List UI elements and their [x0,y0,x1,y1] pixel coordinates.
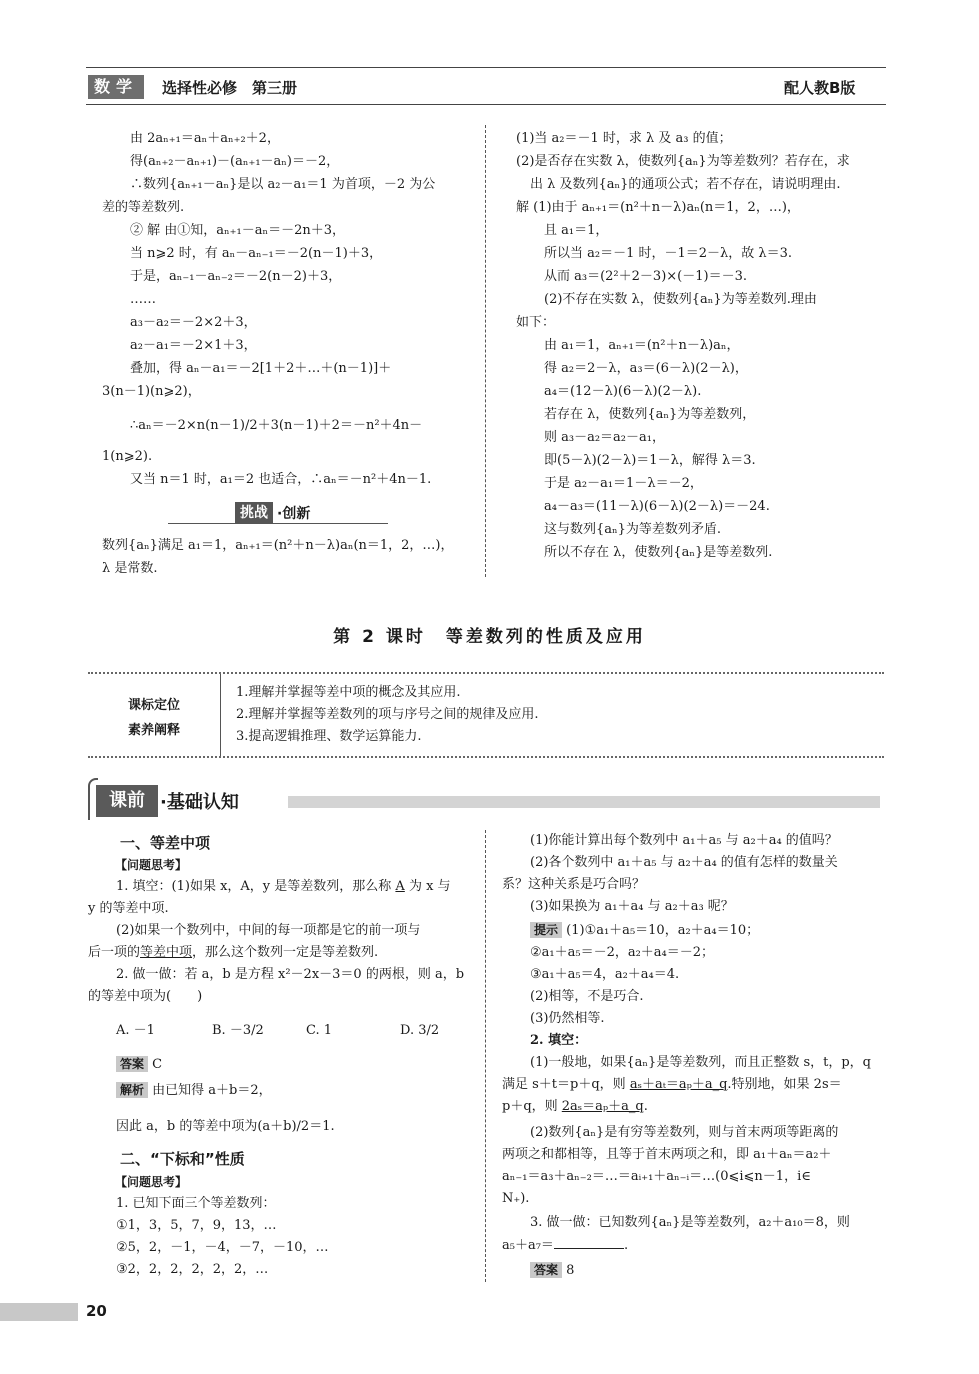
text-line: 所以当 a₂＝－1 时，－1＝2－λ，故 λ＝3. [544,246,793,261]
book-title: 选择性必修 第三册 [162,79,298,97]
text-line: ② 解 由①知，aₙ₊₁－aₙ＝－2n＋3， [130,223,346,238]
text-line: 于是，aₙ₋₁－aₙ₋₂＝－2(n－2)＋3， [130,269,342,284]
goal-item: 3.提高逻辑推理、数学运算能力. [236,729,422,744]
answer-line: 答案 C [116,1056,162,1074]
answer-blank [554,1236,624,1249]
text-line: 得(aₙ₊₂－aₙ₊₁)－(aₙ₊₁－aₙ)＝－2， [130,154,340,169]
goals-label-2: 素养阐释 [127,723,180,738]
option-c: C. 1 [306,1023,333,1038]
text-line: y 的等差中项. [88,901,169,916]
text-line: 因此 a，b 的等差中项为(a＋b)/2＝1. [116,1119,335,1134]
text-line: 若存在 λ，使数列{aₙ}为等差数列， [544,407,756,422]
text-line: ∴数列{aₙ₊₁－aₙ}是以 a₂－a₁＝1 为首项，－2 为公 [130,177,436,192]
text-line: 1. 已知下面三个等差数列： [116,1196,276,1211]
text-line: λ 是常数. [102,561,158,576]
answer-tag: 答案 [530,1262,562,1278]
text-line: 2. 填空： [530,1033,588,1048]
text-line: (2)各个数列中 a₁＋a₅ 与 a₂＋a₄ 的值有怎样的数量关 [530,855,838,870]
text-line: 的等差中项为( ) [88,989,203,1004]
text-line: 这与数列{aₙ}为等差数列矛盾. [544,522,722,537]
text-line: 所以不存在 λ，使数列{aₙ}是等差数列. [544,545,773,560]
challenge-rule [168,523,388,524]
header-top-rule [86,67,886,68]
text-line: a₅＋a₇＝ . [502,1238,629,1253]
sequence-1: ①1，3，5，7，9，13，… [116,1218,277,1233]
lesson-title: 第 2 课时 等差数列的性质及应用 [333,627,646,647]
edition-label: 配人教B版 [784,79,856,97]
text-line: 两项之和都相等，且等于首末两项之和，即 a₁＋aₙ＝a₂＋ [502,1147,832,1162]
text-line: 叠加，得 aₙ－a₁＝－2[1＋2＋…＋(n－1)]＋ [130,361,392,376]
text-line: 系？这种关系是巧合吗？ [502,877,646,892]
challenge-tag: 挑战 [235,502,273,524]
heading-subscript-sum: 二、“下标和”性质 [120,1150,245,1168]
option-a: A. －1 [116,1023,155,1038]
text-line: 得 a₂＝2－λ，a₃＝(6－λ)(2－λ)， [544,361,748,376]
text-line: (2)不存在实数 λ，使数列{aₙ}为等差数列.理由 [544,292,817,307]
section-tag: 课前 [96,785,158,817]
text-line: a₄－a₃＝(11－λ)(6－λ)(2－λ)＝－24. [544,499,770,514]
text-line: …… [130,292,156,307]
text-line: 当 n⩾2 时，有 aₙ－aₙ₋₁＝－2(n－1)＋3， [130,246,383,261]
text-line: 解 (1)由于 aₙ₊₁＝(n²＋n－λ)aₙ(n＝1，2，…)， [516,200,800,215]
answer-tag: 答案 [116,1056,148,1072]
question-think-label-2: 【问题思考】 [115,1175,188,1189]
text-line: 由 a₁＝1，aₙ₊₁＝(n²＋n－λ)aₙ， [544,338,740,353]
text-line: a₃－a₂＝－2×2＋3， [130,315,257,330]
text-line: 如下： [516,315,556,330]
text-line: aₙ₋₁＝a₃＋aₙ₋₂＝…＝aᵢ₊₁＋aₙ₋ᵢ＝…(0⩽i⩽n－1，i∈ [502,1169,811,1184]
challenge-title: ·创新 [277,506,311,522]
text-line: (3)如果换为 a₁＋a₄ 与 a₂＋a₃ 呢？ [530,899,734,914]
goals-box [88,672,884,758]
goals-label-1: 课标定位 [127,698,180,713]
text-line: 于是 a₂－a₁＝1－λ＝－2， [544,476,703,491]
text-line: 3. 做一做：已知数列{aₙ}是等差数列，a₂＋a₁₀＝8，则 [530,1215,850,1230]
text-line: (2)数列{aₙ}是有穷等差数列，则与首末两项等距离的 [530,1125,839,1140]
text-line: 又当 n＝1 时，a₁＝2 也适合，∴aₙ＝－n²＋4n－1. [130,472,432,487]
section-bar [288,796,880,808]
text-line: ③a₁＋a₅＝4，a₂＋a₄＝4. [530,967,680,982]
sequence-3: ③2，2，2，2，2，2，… [116,1262,269,1277]
text-line: (1)当 a₂＝－1 时，求 λ 及 a₃ 的值； [516,131,732,146]
text-line: ∴aₙ＝－2×n(n－1)/2＋3(n－1)＋2＝－n²＋4n－ [130,418,423,433]
text-line: 3(n－1)(n⩾2)， [102,384,201,399]
text-line: a₂－a₁＝－2×1＋3， [130,338,257,353]
text-line: (2)如果一个数列中，中间的每一项都是它的前一项与 [116,923,421,938]
text-line: 数列{aₙ}满足 a₁＝1，aₙ₊₁＝(n²＋n－λ)aₙ(n＝1，2，…)， [102,538,454,553]
text-line: (2)是否存在实数 λ，使数列{aₙ}为等差数列？若存在，求 [516,154,850,169]
sequence-2: ②5，2，－1，－4，－7，－10，… [116,1240,329,1255]
text-line: 且 a₁＝1， [544,223,609,238]
text-line: 出 λ 及数列{aₙ}的通项公式；若不存在，请说明理由. [530,177,841,192]
text-line: 满足 s＋t＝p＋q，则 aₛ＋aₜ＝aₚ＋a_q.特别地，如果 2s＝ [502,1077,842,1092]
text-line: 即(5－λ)(2－λ)＝1－λ，解得 λ＝3. [544,453,756,468]
text-line: 从而 a₃＝(2²＋2－3)×(－1)＝－3. [544,269,747,284]
text-line: 则 a₃－a₂＝a₂－a₁， [544,430,665,445]
hint-tag: 提示 [530,922,562,938]
text-line: (2)相等，不是巧合. [530,989,644,1004]
page-bar [0,1303,78,1321]
explain-line: 解析 由已知得 a＋b＝2， [116,1082,272,1100]
question-think-label: 【问题思考】 [115,858,188,872]
text-line: p＋q，则 2aₛ＝aₚ＋a_q. [502,1099,648,1114]
text-line: ②a₁＋a₅＝－2，a₂＋a₄＝－2； [530,945,715,960]
text-line: N₊). [502,1191,530,1206]
text-line: (1)你能计算出每个数列中 a₁＋a₅ 与 a₂＋a₄ 的值吗？ [530,833,838,848]
text-line: a₄＝(12－λ)(6－λ)(2－λ). [544,384,702,399]
explain-tag: 解析 [116,1082,148,1098]
subject-badge: 数学 [88,75,144,99]
column-divider-top [485,125,486,577]
text-line: 差的等差数列. [102,200,185,215]
goal-item: 2.理解并掌握等差数列的项与序号之间的规律及应用. [236,707,539,722]
heading-arith-mean: 一、等差中项 [120,834,211,852]
hint-line: 提示 (1)①a₁＋a₅＝10，a₂＋a₄＝10； [530,922,759,940]
text-line: 由 2aₙ₊₁＝aₙ＋aₙ₊₂＋2， [130,131,280,146]
text-line: (3)仍然相等. [530,1011,605,1026]
fill-line: 1. 填空：(1)如果 x，A，y 是等差数列，那么称 A 为 x 与 [116,879,451,894]
option-d: D. 3/2 [400,1023,440,1038]
option-b: B. －3/2 [212,1023,264,1038]
text-line: 2. 做一做：若 a，b 是方程 x²－2x－3＝0 的两根，则 a，b [116,967,465,982]
page-number: 20 [86,1302,107,1320]
column-divider-bottom [485,830,486,1282]
text-line: (1)一般地，如果{aₙ}是等差数列，而且正整数 s，t，p，q [530,1055,872,1070]
goal-item: 1.理解并掌握等差中项的概念及其应用. [236,685,461,700]
header-bottom-rule [86,104,886,105]
section-title: ·基础认知 [160,792,239,813]
answer-line: 答案 8 [530,1262,574,1280]
text-line: 后一项的等差中项，那么这个数列一定是等差数列. [88,945,379,960]
text-line: 1(n⩾2). [102,449,153,464]
goals-label [88,674,221,756]
